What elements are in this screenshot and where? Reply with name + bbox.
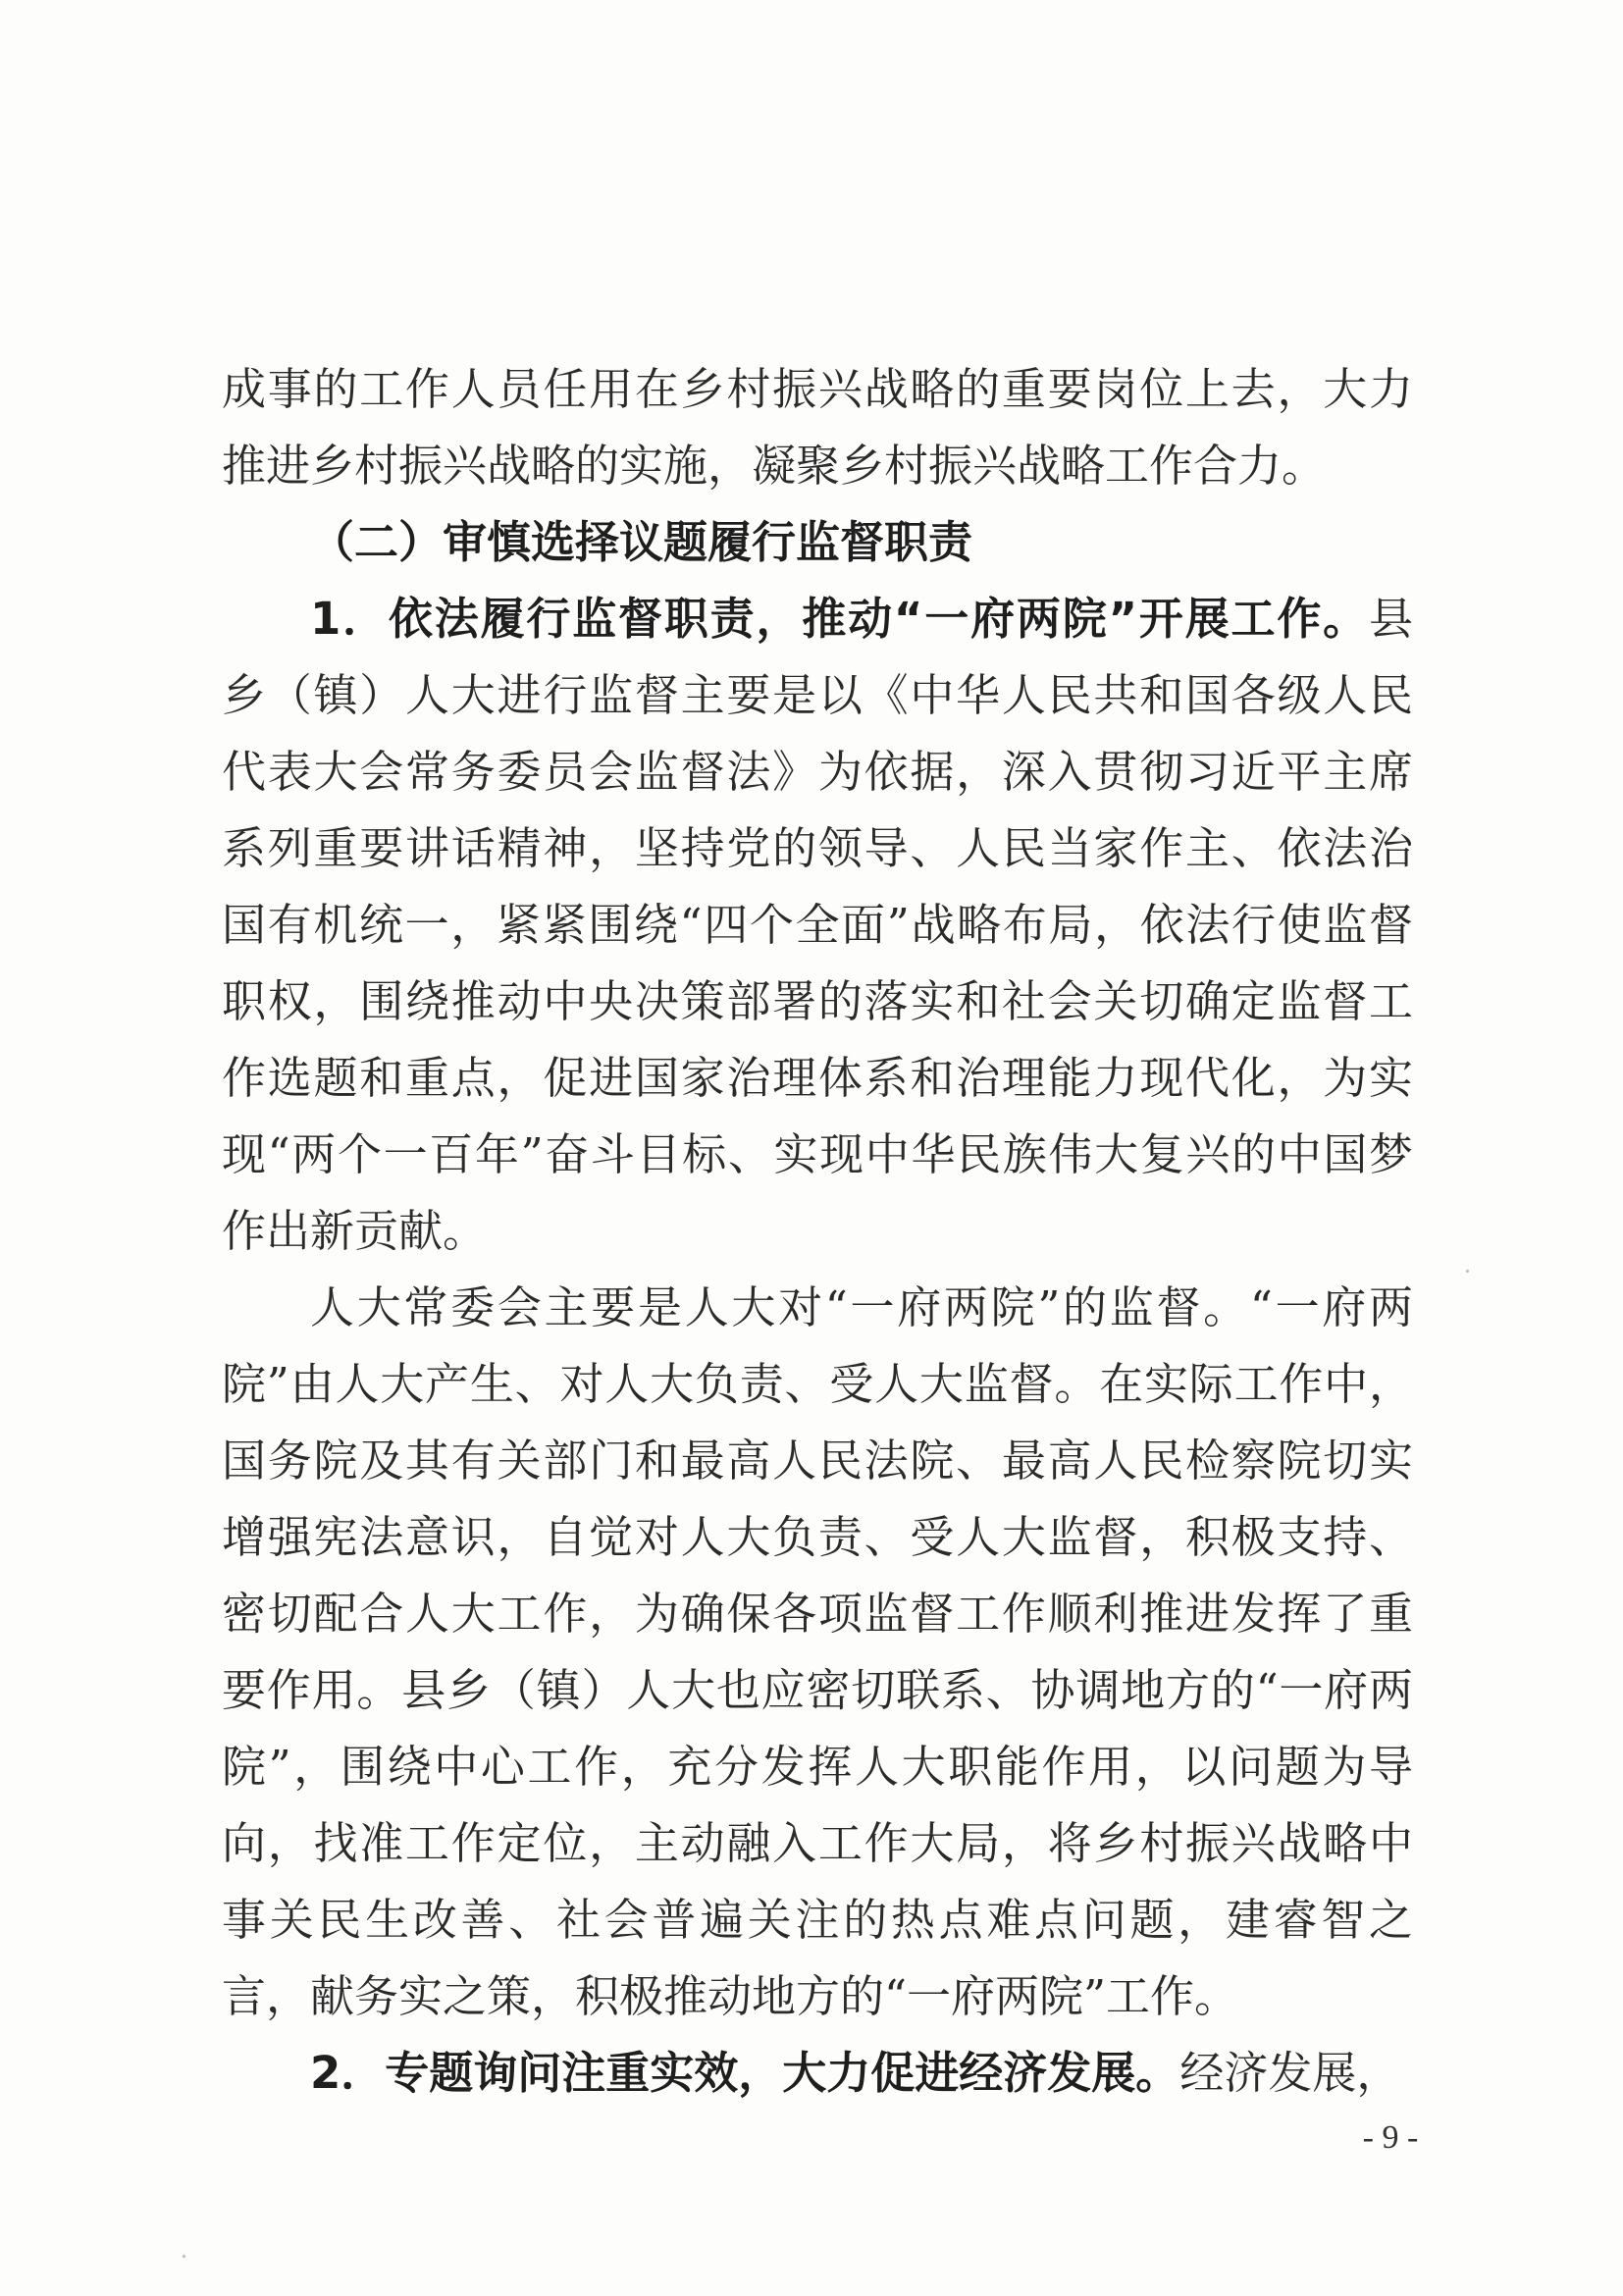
paragraph-supervision bbox=[222, 581, 1413, 1270]
body-text bbox=[222, 351, 1413, 2112]
paragraph-lead: 1．依法履行监督职责，推动“一府两院”开展工作。 bbox=[310, 593, 1369, 645]
scan-speck bbox=[183, 2255, 185, 2258]
paragraph-text: 经济发展， bbox=[1179, 2047, 1401, 2099]
page-number: - 9 - bbox=[1362, 2119, 1419, 2156]
paragraph-text: 县乡（镇）人大进行监督主要是以《中华人民共和国各级人民代表大会常务委员会监督法》为依据，深入贯彻习近平主席系列重要讲话精神，坚持党的领导、人民当家作主、依法治国有机统一，紧紧围绕“四个全面”战略布局，依法行使监督职权，围绕推动中央决策部署的落实和社会关切确定监督工作选题和重点，促进国家治理体系和治理能力现代化，为实现“两个一百年”奋斗目标、实现中华民族伟大复兴的中国梦作出新贡献。 bbox=[222, 593, 1413, 1257]
section-heading bbox=[222, 504, 1413, 581]
paragraph-text: 成事的工作人员任用在乡村振兴战略的重要岗位上去，大力推进乡村振兴战略的实施，凝聚乡村振兴战略工作合力。 bbox=[222, 363, 1413, 492]
scan-speck bbox=[1466, 1270, 1469, 1273]
paragraph-continuation bbox=[222, 351, 1413, 504]
paragraph-one-government-two-courts bbox=[222, 1270, 1413, 2035]
paragraph-special-inquiry bbox=[222, 2035, 1413, 2112]
paragraph-text: 人大常委会主要是人大对“一府两院”的监督。“一府两院”由人大产生、对人大负责、受人大监督。在实际工作中，国务院及其有关部门和最高人民法院、最高人民检察院切实增强宪法意识，自觉对人大负责、受人大监督，积极支持、密切配合人大工作，为确保各项监督工作顺利推进发挥了重要作用。县乡（镇）人大也应密切联系、协调地方的“一府两院”，围绕中心工作，充分发挥人大职能作用，以问题为导向，找准工作定位，主动融入工作大局，将乡村振兴战略中事关民生改善、社会普遍关注的热点难点问题，建睿智之言，献务实之策，积极推动地方的“一府两院”工作。 bbox=[222, 1281, 1413, 2022]
section-heading-text: （二）审慎选择议题履行监督职责 bbox=[310, 516, 973, 568]
paragraph-lead: 2．专题询问注重实效，大力促进经济发展。 bbox=[310, 2047, 1180, 2099]
